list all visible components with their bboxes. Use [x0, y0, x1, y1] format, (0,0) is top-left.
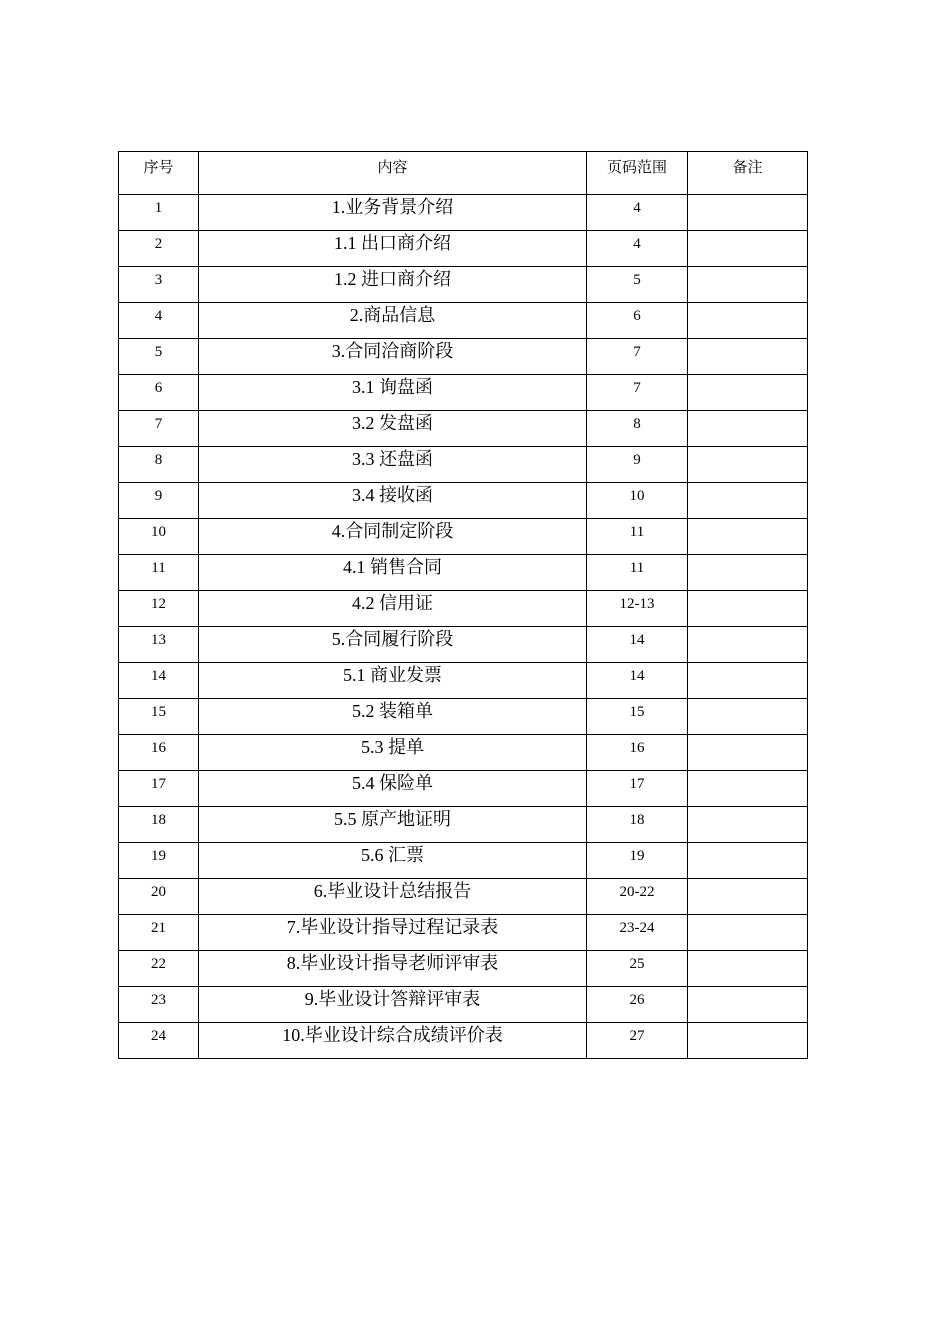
row-index-cell: 21 [119, 915, 199, 951]
row-notes-cell [688, 447, 808, 483]
row-index-cell: 5 [119, 339, 199, 375]
row-notes-cell [688, 519, 808, 555]
row-index-cell: 9 [119, 483, 199, 519]
row-content-cell: 4.合同制定阶段 [199, 519, 587, 555]
row-notes-cell [688, 987, 808, 1023]
table-row [119, 879, 808, 915]
table-row [119, 1023, 808, 1059]
table-row [119, 447, 808, 483]
row-pages-cell: 11 [587, 555, 688, 591]
row-index-cell: 23 [119, 987, 199, 1023]
row-pages-cell: 19 [587, 843, 688, 879]
row-pages-cell: 23-24 [587, 915, 688, 951]
row-content-cell: 10.毕业设计综合成绩评价表 [199, 1023, 587, 1059]
row-pages-cell: 7 [587, 375, 688, 411]
table-header [119, 152, 808, 195]
row-notes-cell [688, 627, 808, 663]
row-content-cell: 7.毕业设计指导过程记录表 [199, 915, 587, 951]
header-pages: 页码范围 [587, 152, 688, 195]
row-pages-cell: 27 [587, 1023, 688, 1059]
row-notes-cell [688, 411, 808, 447]
row-notes-cell [688, 267, 808, 303]
row-index-cell: 18 [119, 807, 199, 843]
row-pages-cell: 6 [587, 303, 688, 339]
row-content-cell: 3.3 还盘函 [199, 447, 587, 483]
row-content-cell: 3.合同洽商阶段 [199, 339, 587, 375]
row-index-cell: 3 [119, 267, 199, 303]
row-index-cell: 11 [119, 555, 199, 591]
header-notes: 备注 [688, 152, 808, 195]
header-index: 序号 [119, 152, 199, 195]
row-index-cell: 4 [119, 303, 199, 339]
row-index-cell: 20 [119, 879, 199, 915]
table-body [119, 195, 808, 1059]
row-notes-cell [688, 483, 808, 519]
table-row [119, 987, 808, 1023]
row-index-cell: 6 [119, 375, 199, 411]
row-pages-cell: 4 [587, 195, 688, 231]
row-index-cell: 7 [119, 411, 199, 447]
row-notes-cell [688, 807, 808, 843]
row-index-cell: 1 [119, 195, 199, 231]
row-content-cell: 8.毕业设计指导老师评审表 [199, 951, 587, 987]
row-content-cell: 3.4 接收函 [199, 483, 587, 519]
row-pages-cell: 18 [587, 807, 688, 843]
row-content-cell: 5.4 保险单 [199, 771, 587, 807]
table-row [119, 591, 808, 627]
table-row [119, 807, 808, 843]
row-index-cell: 16 [119, 735, 199, 771]
table-row [119, 735, 808, 771]
row-content-cell: 5.6 汇票 [199, 843, 587, 879]
row-index-cell: 15 [119, 699, 199, 735]
row-content-cell: 6.毕业设计总结报告 [199, 879, 587, 915]
row-index-cell: 10 [119, 519, 199, 555]
row-notes-cell [688, 1023, 808, 1059]
table-row [119, 843, 808, 879]
row-pages-cell: 7 [587, 339, 688, 375]
row-notes-cell [688, 591, 808, 627]
row-content-cell: 5.5 原产地证明 [199, 807, 587, 843]
row-pages-cell: 10 [587, 483, 688, 519]
row-pages-cell: 8 [587, 411, 688, 447]
row-index-cell: 17 [119, 771, 199, 807]
row-notes-cell [688, 195, 808, 231]
row-pages-cell: 4 [587, 231, 688, 267]
row-notes-cell [688, 771, 808, 807]
row-content-cell: 5.2 装箱单 [199, 699, 587, 735]
row-content-cell: 1.业务背景介绍 [199, 195, 587, 231]
row-pages-cell: 17 [587, 771, 688, 807]
row-pages-cell: 9 [587, 447, 688, 483]
row-content-cell: 2.商品信息 [199, 303, 587, 339]
row-content-cell: 4.1 销售合同 [199, 555, 587, 591]
row-notes-cell [688, 735, 808, 771]
row-notes-cell [688, 699, 808, 735]
row-notes-cell [688, 951, 808, 987]
row-content-cell: 1.1 出口商介绍 [199, 231, 587, 267]
row-notes-cell [688, 303, 808, 339]
table-row [119, 555, 808, 591]
row-index-cell: 12 [119, 591, 199, 627]
header-row [119, 152, 808, 195]
table-row [119, 267, 808, 303]
row-index-cell: 13 [119, 627, 199, 663]
row-content-cell: 3.1 询盘函 [199, 375, 587, 411]
row-pages-cell: 26 [587, 987, 688, 1023]
table-row [119, 411, 808, 447]
row-content-cell: 4.2 信用证 [199, 591, 587, 627]
row-index-cell: 8 [119, 447, 199, 483]
row-pages-cell: 25 [587, 951, 688, 987]
table-row [119, 519, 808, 555]
table-of-contents [118, 151, 808, 1059]
row-pages-cell: 16 [587, 735, 688, 771]
row-pages-cell: 15 [587, 699, 688, 735]
row-pages-cell: 12-13 [587, 591, 688, 627]
header-content: 内容 [199, 152, 587, 195]
row-notes-cell [688, 843, 808, 879]
table-row [119, 303, 808, 339]
row-notes-cell [688, 375, 808, 411]
row-content-cell: 9.毕业设计答辩评审表 [199, 987, 587, 1023]
row-notes-cell [688, 915, 808, 951]
row-notes-cell [688, 339, 808, 375]
row-notes-cell [688, 663, 808, 699]
row-index-cell: 19 [119, 843, 199, 879]
table-row [119, 699, 808, 735]
row-content-cell: 3.2 发盘函 [199, 411, 587, 447]
row-content-cell: 5.合同履行阶段 [199, 627, 587, 663]
row-index-cell: 2 [119, 231, 199, 267]
row-pages-cell: 20-22 [587, 879, 688, 915]
table-row [119, 915, 808, 951]
row-pages-cell: 14 [587, 663, 688, 699]
row-content-cell: 1.2 进口商介绍 [199, 267, 587, 303]
row-pages-cell: 5 [587, 267, 688, 303]
row-notes-cell [688, 555, 808, 591]
row-index-cell: 22 [119, 951, 199, 987]
row-index-cell: 14 [119, 663, 199, 699]
row-notes-cell [688, 879, 808, 915]
table-row [119, 231, 808, 267]
row-notes-cell [688, 231, 808, 267]
row-index-cell: 24 [119, 1023, 199, 1059]
row-pages-cell: 11 [587, 519, 688, 555]
table-row [119, 195, 808, 231]
row-content-cell: 5.1 商业发票 [199, 663, 587, 699]
table-row [119, 375, 808, 411]
table-row [119, 771, 808, 807]
row-pages-cell: 14 [587, 627, 688, 663]
row-content-cell: 5.3 提单 [199, 735, 587, 771]
table-row [119, 627, 808, 663]
table-row [119, 483, 808, 519]
table-row [119, 951, 808, 987]
table-row [119, 663, 808, 699]
table-row [119, 339, 808, 375]
